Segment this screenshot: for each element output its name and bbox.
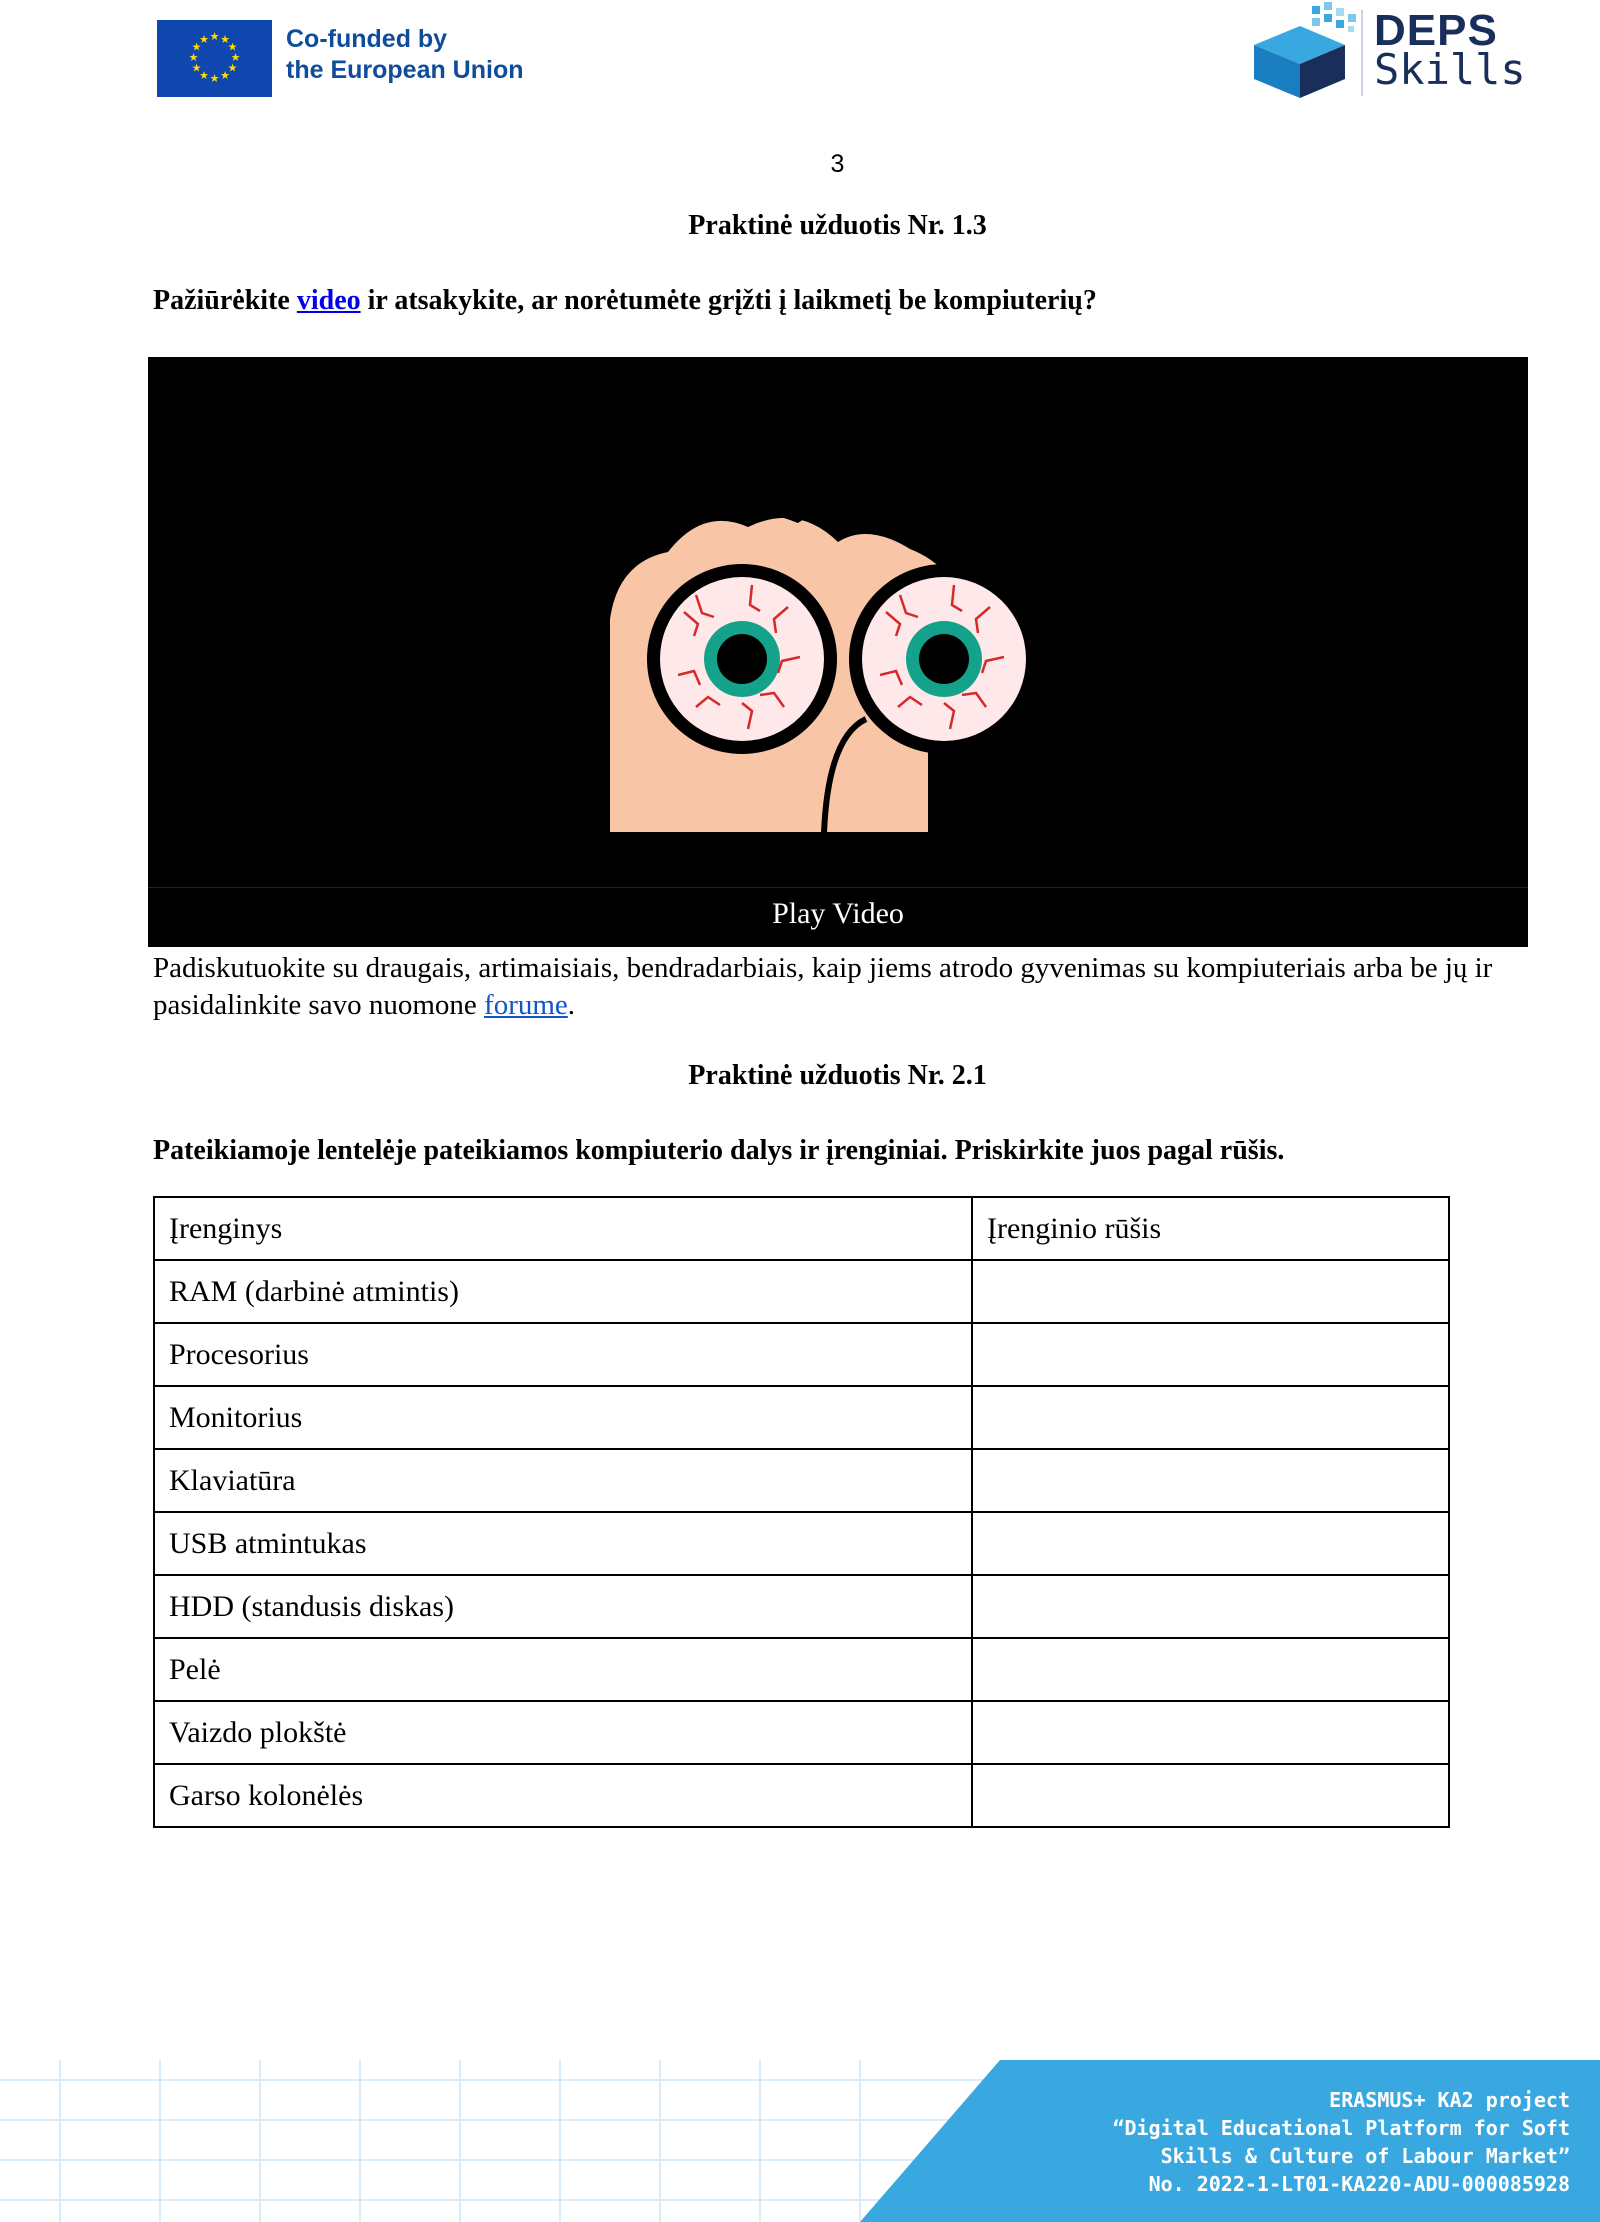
footer-project-info <box>1112 2086 1570 2198</box>
device-type-cell[interactable] <box>972 1386 1449 1449</box>
svg-text:★: ★ <box>209 30 220 43</box>
discussion-paragraph <box>153 950 1513 1024</box>
svg-text:★: ★ <box>227 61 238 75</box>
svg-text:★: ★ <box>220 33 230 46</box>
video-player[interactable] <box>148 357 1528 947</box>
logo-divider <box>1361 10 1363 96</box>
eu-line-2: the European Union <box>286 56 524 84</box>
table-row <box>154 1701 1449 1764</box>
svg-text:★: ★ <box>227 40 238 54</box>
footer-line-3: Skills & Culture of Labour Market” <box>1160 2144 1570 2168</box>
footer-line-4: No. 2022-1-LT01-KA220-ADU-000085928 <box>1148 2172 1570 2196</box>
svg-text:★: ★ <box>220 69 230 82</box>
table-row <box>154 1260 1449 1323</box>
task-1-3-instruction <box>153 285 1097 317</box>
device-name-cell: USB atmintukas <box>154 1512 972 1575</box>
header-device: Įrenginys <box>154 1197 972 1260</box>
device-type-cell[interactable] <box>972 1701 1449 1764</box>
device-name-cell: Procesorius <box>154 1323 972 1386</box>
devices-table <box>153 1196 1450 1828</box>
device-name-cell: RAM (darbinė atmintis) <box>154 1260 972 1323</box>
task-2-1-instruction: Pateikiamoje lentelėje pateikiamos kompiuterio dalys ir įrenginiai. Priskirkite juos pagal rūšis. <box>153 1135 1285 1166</box>
device-type-cell[interactable] <box>972 1638 1449 1701</box>
instruction-suffix: ir atsakykite, ar norėtumėte grįžti į laikmetį be kompiuterių? <box>360 285 1097 316</box>
svg-text:★: ★ <box>230 51 241 64</box>
device-type-cell[interactable] <box>972 1764 1449 1827</box>
instruction-prefix: Pažiūrėkite <box>153 285 297 316</box>
table-row <box>154 1386 1449 1449</box>
forum-link[interactable]: forume <box>484 989 568 1021</box>
table-row <box>154 1323 1449 1386</box>
deps-cube-logo <box>1250 0 1370 100</box>
discussion-text: Padiskutuokite su draugais, artimaisiais, bendradarbiais, kaip jiems atrodo gyvenimas su kompiuteriais arba be jų ir pasidalinkite savo nuomone <box>153 952 1493 1021</box>
svg-text:★: ★ <box>188 51 199 64</box>
device-name-cell: Vaizdo plokštė <box>154 1701 972 1764</box>
svg-text:★: ★ <box>191 40 202 54</box>
device-type-cell[interactable] <box>972 1323 1449 1386</box>
deps-title: DEPS <box>1374 6 1498 55</box>
device-name-cell: HDD (standusis diskas) <box>154 1575 972 1638</box>
table-row <box>154 1638 1449 1701</box>
device-type-cell[interactable] <box>972 1512 1449 1575</box>
task-1-3-title: Praktinė užduotis Nr. 1.3 <box>688 210 987 241</box>
header-device-type: Įrenginio rūšis <box>972 1197 1449 1260</box>
footer-line-2: “Digital Educational Platform for Soft <box>1112 2116 1570 2140</box>
device-type-cell[interactable] <box>972 1260 1449 1323</box>
table-header-row <box>154 1197 1449 1260</box>
device-name-cell: Garso kolonėlės <box>154 1764 972 1827</box>
svg-text:★: ★ <box>209 72 220 85</box>
play-video-button[interactable]: Play Video <box>772 897 904 930</box>
eu-flag-logo <box>157 20 272 97</box>
svg-text:★: ★ <box>199 33 209 46</box>
eu-cofunded-text <box>286 24 524 86</box>
table-row <box>154 1764 1449 1827</box>
device-name-cell: Klaviatūra <box>154 1449 972 1512</box>
svg-text:★: ★ <box>199 69 209 82</box>
page-number: 3 <box>830 150 845 178</box>
table-row <box>154 1575 1449 1638</box>
task-2-1-title: Praktinė užduotis Nr. 2.1 <box>688 1060 987 1091</box>
table-row <box>154 1512 1449 1575</box>
device-name-cell: Pelė <box>154 1638 972 1701</box>
device-name-cell: Monitorius <box>154 1386 972 1449</box>
discussion-end: . <box>567 989 576 1021</box>
deps-subtitle: Skills <box>1374 45 1526 94</box>
svg-text:★: ★ <box>191 61 202 75</box>
table-row <box>154 1449 1449 1512</box>
eu-stars-icon <box>157 20 272 97</box>
device-type-cell[interactable] <box>972 1449 1449 1512</box>
video-thumbnail-cartoon-face <box>148 357 1528 887</box>
video-link[interactable]: video <box>296 285 361 316</box>
device-type-cell[interactable] <box>972 1575 1449 1638</box>
eu-line-1: Co-funded by <box>286 25 448 53</box>
footer-line-1: ERASMUS+ KA2 project <box>1329 2088 1570 2112</box>
